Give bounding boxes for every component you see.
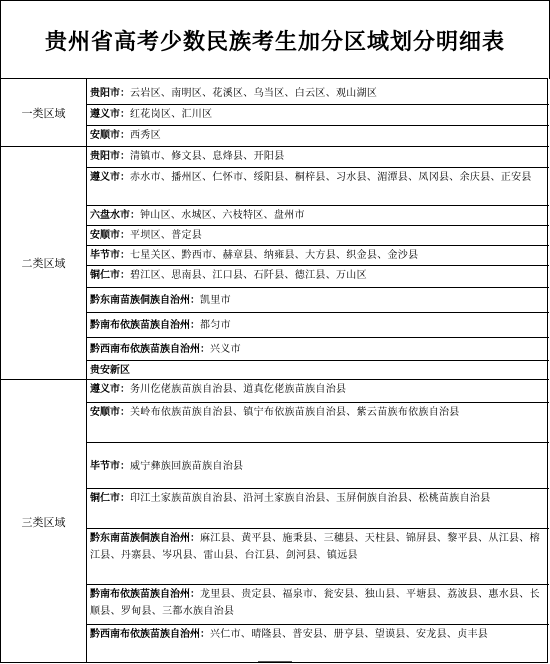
table-row [87, 206, 549, 226]
city-name: 遵义市： [90, 384, 130, 395]
city-name: 遵义市： [90, 172, 130, 183]
city-name: 铜仁市： [90, 493, 130, 504]
city-name: 黔西南布依族苗族自治州： [90, 344, 210, 355]
table-row [87, 147, 549, 168]
region-label: 三类区域 [1, 380, 87, 663]
table-row [87, 126, 549, 146]
city-name: 毕节市： [90, 250, 130, 261]
city-name: 贵阳市： [90, 88, 130, 99]
table-row [87, 168, 549, 206]
page-edge-mark [258, 661, 292, 662]
city-name: 黔南布依族苗族自治州： [90, 589, 200, 600]
city-name: 铜仁市： [90, 270, 130, 281]
place-list: 兴义市 [210, 344, 241, 355]
place-list: 凯里市 [200, 295, 231, 306]
table-row [87, 529, 549, 585]
region-group-1 [1, 79, 549, 147]
place-list: 红花岗区、汇川区 [130, 109, 213, 120]
place-list: 兴仁市、晴隆县、普安县、册亨县、望谟县、安龙县、贞丰县 [210, 629, 489, 640]
table-row [87, 288, 549, 313]
place-list: 云岩区、南明区、花溪区、乌当区、白云区、观山湖区 [130, 88, 378, 99]
place-list: 平坝区、普定县 [130, 230, 203, 241]
city-name: 黔西南布依族苗族自治州： [90, 629, 210, 640]
place-list: 碧江区、思南县、江口县、石阡县、德江县、万山区 [130, 270, 367, 281]
table-row [87, 338, 549, 361]
city-name: 毕节市： [90, 460, 130, 472]
place-list: 麻江县、黄平县、施秉县、三穗县、天柱县、锦屏县、黎平县、从江县、榕江县、丹寨县、岑巩县、雷山县、台江县、剑河县、镇远县 [90, 533, 540, 561]
table-row [87, 313, 549, 338]
place-list: 印江土家族苗族自治县、沿河土家族自治县、玉屏侗族自治县、松桃苗族自治县 [130, 493, 491, 504]
document-title: 贵州省高考少数民族考生加分区域划分明细表 [0, 0, 550, 79]
region-table [0, 78, 548, 663]
place-list: 龙里县、贵定县、福泉市、瓮安县、独山县、平塘县、荔波县、惠水县、长顺县、罗甸县、三都水族自治县 [90, 589, 540, 617]
city-name: 六盘水市： [90, 210, 140, 221]
city-name: 贵安新区 [90, 365, 130, 376]
place-list: 关岭布依族苗族自治县、镇宁布依族苗族自治县、紫云苗族布依族自治县 [130, 407, 460, 418]
city-name: 遵义市： [90, 109, 130, 120]
table-row [87, 443, 549, 489]
table-row [87, 380, 549, 403]
table-row [87, 246, 549, 266]
region-group-2 [1, 147, 549, 380]
city-name: 黔东南苗族侗族自治州： [90, 533, 200, 544]
city-name: 贵阳市： [90, 151, 130, 162]
table-row [87, 84, 549, 105]
city-name: 黔南布依族苗族自治州： [90, 320, 200, 331]
table-row [87, 585, 549, 625]
place-list: 务川仡佬族苗族自治县、道真仡佬族苗族自治县 [130, 384, 347, 395]
region-label: 一类区域 [1, 79, 87, 146]
table-row [87, 266, 549, 288]
city-name: 安顺市： [90, 407, 130, 418]
city-name: 安顺市： [90, 130, 130, 141]
table-row [87, 361, 549, 379]
place-list: 七星关区、黔西市、赫章县、纳雍县、大方县、织金县、金沙县 [130, 250, 419, 261]
place-list: 都匀市 [200, 320, 231, 331]
place-list: 钟山区、水城区、六枝特区、盘州市 [140, 210, 305, 221]
city-name: 黔东南苗族侗族自治州： [90, 295, 200, 306]
place-list: 西秀区 [130, 130, 161, 141]
place-list: 赤水市、播州区、仁怀市、绥阳县、桐梓县、习水县、湄潭县、凤冈县、余庆县、正安县 [130, 172, 532, 183]
table-row [87, 403, 549, 443]
table-row [87, 105, 549, 126]
table-row [87, 489, 549, 529]
region-label: 二类区域 [1, 147, 87, 379]
city-name: 安顺市： [90, 230, 130, 241]
region-group-3 [1, 380, 549, 663]
table-row [87, 226, 549, 246]
place-list: 威宁彝族回族苗族自治县 [130, 460, 244, 472]
place-list: 清镇市、修文县、息烽县、开阳县 [130, 151, 285, 162]
table-row [87, 625, 549, 663]
